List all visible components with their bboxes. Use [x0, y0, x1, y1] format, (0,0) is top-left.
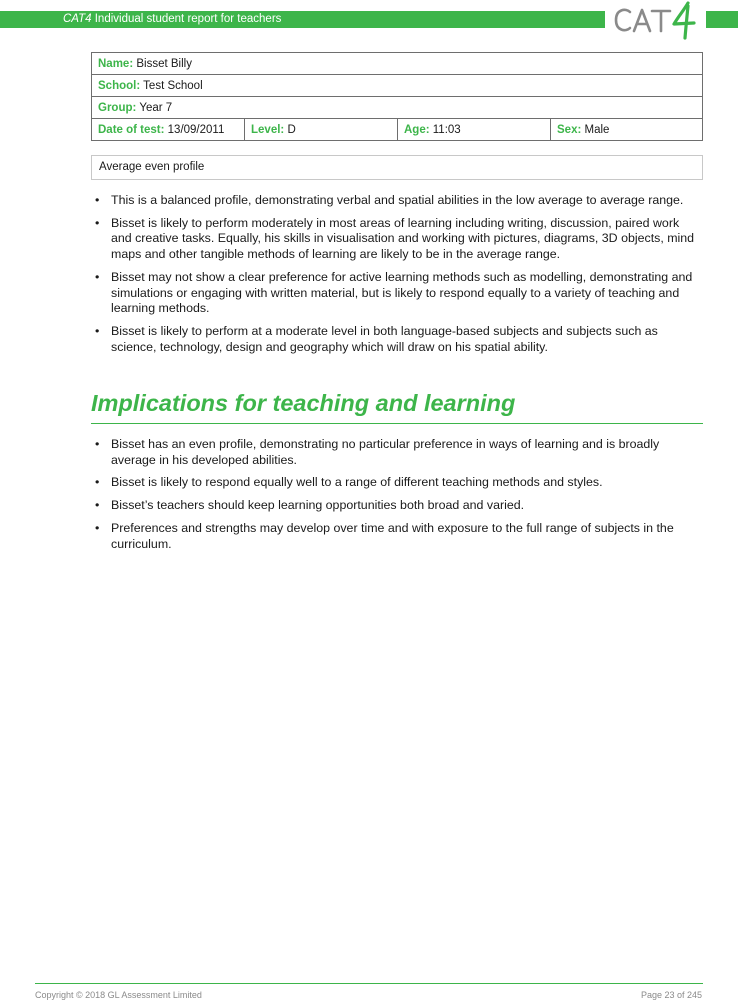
bullet-icon: •: [95, 324, 100, 339]
list-item: [91, 437, 701, 468]
footer-divider: [35, 983, 703, 984]
level-value: D: [287, 123, 296, 136]
section-title: Implications for teaching and learning: [91, 390, 516, 416]
copyright-notice: Copyright © 2018 GL Assessment Limited: [35, 990, 202, 1000]
bullet-text: This is a balanced profile, demonstrating verbal and spatial abilities in the low average to average range.: [111, 193, 684, 207]
bullet-text: Bisset may not show a clear preference for active learning methods such as modelling, demonstrating and simulations or engaging with written material, but is likely to respond equally to a variety of teaching and learning methods.: [111, 269, 693, 316]
bullet-text: Bisset is likely to perform at a moderate level in both language-based subjects and subjects such as science, technology, design and geography which will draw on his spatial ability.: [111, 324, 658, 354]
implications-bullet-list: [91, 437, 701, 560]
age-cell: [398, 119, 551, 141]
date-value: 13/09/2011: [167, 123, 225, 136]
name-row: [92, 53, 703, 75]
bullet-text: Bisset is likely to perform moderately in most areas of learning including writing, discussion, paired work and creative tasks. Equally, his skills in visualisation and working with pictures, diagrams, 3D objects, mind maps and other tangible methods of learning are likely to be in the average range.: [111, 215, 695, 262]
profile-bullet-list: [91, 193, 701, 363]
sex-label: Sex:: [557, 123, 582, 136]
bullet-icon: •: [95, 437, 100, 451]
list-item: [91, 324, 701, 355]
list-item: [91, 216, 701, 263]
age-value: 11:03: [432, 123, 461, 136]
profile-type-box: Average even profile: [91, 155, 703, 180]
student-info-table: [91, 52, 703, 141]
sex-cell: [551, 119, 703, 141]
date-cell: [92, 119, 245, 141]
date-label: Date of test:: [98, 123, 165, 136]
header-title: Individual student report for teachers: [91, 13, 282, 25]
header-brand: CAT4: [63, 13, 92, 25]
age-label: Age:: [404, 123, 430, 136]
group-value: Year 7: [139, 101, 173, 114]
bullet-icon: •: [95, 269, 100, 284]
bullet-text: Bisset is likely to respond equally well to a range of different teaching methods and styles.: [111, 475, 603, 490]
header-bar-tail: [706, 11, 738, 28]
level-label: Level:: [251, 123, 285, 136]
school-value: Test School: [143, 79, 203, 92]
group-label: Group:: [98, 101, 137, 114]
list-item: [91, 270, 701, 317]
list-item: [91, 475, 701, 491]
group-cell: [92, 97, 703, 119]
bullet-icon: •: [95, 193, 100, 207]
cat4-logo: [612, 0, 704, 40]
page-number: Page 23 of 245: [640, 990, 702, 1000]
school-cell: [92, 75, 703, 97]
list-item: [91, 498, 701, 514]
level-cell: [245, 119, 398, 141]
bullet-text: Preferences and strengths may develop over time and with exposure to the full range of subjects in the curriculum.: [111, 521, 674, 551]
name-cell: [92, 53, 703, 75]
section-divider: [91, 423, 703, 424]
school-row: [92, 75, 703, 97]
report-header-bar: [0, 11, 605, 28]
details-row: [92, 119, 703, 141]
group-row: [92, 97, 703, 119]
bullet-icon: •: [95, 215, 100, 230]
name-value: Bisset Billy: [136, 57, 192, 70]
bullet-icon: •: [95, 475, 100, 490]
bullet-text: Bisset’s teachers should keep learning opportunities both broad and varied.: [111, 498, 525, 513]
bullet-text: Bisset has an even profile, demonstrating no particular preference in ways of learning and is broadly average in his developed abilities.: [111, 437, 660, 467]
list-item: [91, 193, 701, 209]
list-item: [91, 521, 701, 552]
sex-value: Male: [584, 123, 610, 136]
bullet-icon: •: [95, 521, 100, 536]
school-label: School:: [98, 79, 141, 92]
bullet-icon: •: [95, 498, 100, 513]
name-label: Name:: [98, 57, 134, 70]
